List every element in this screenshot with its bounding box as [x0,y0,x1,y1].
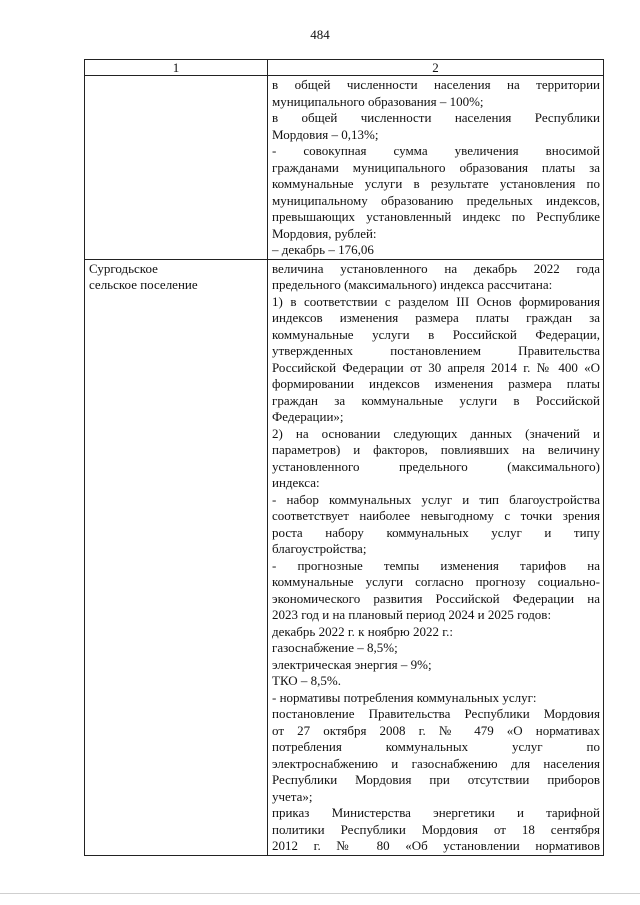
text-line: формировании индексов изменения размера платы [272,376,600,391]
text-line: постановление Правительства Республики Мордовия [272,706,600,721]
text-line: потребления коммунальных услуг по [272,739,600,754]
table-header-row [85,60,604,76]
text-line: - набор коммунальных услуг и тип благоустройства [272,491,600,507]
text-line: благоустройства; [272,541,367,556]
row1-municipality-cell [85,76,268,260]
text-line: в общей численности населения на территории [272,77,600,92]
text-line: 2023 год и на плановый период 2024 и 2025 годов: [272,607,552,622]
text-line: 2) на основании следующих данных (значений и [272,425,600,441]
table-row [85,76,604,260]
text-line: Мордовия – 0,13%; [272,126,379,142]
text-line: гражданами муниципального образования платы за [272,159,600,175]
text-line: от 27 октября 2008 г. № 479 «О нормативах [272,722,600,738]
text-line: газоснабжение – 8,5%; [272,640,398,655]
text-line: - прогнозные темпы изменения тарифов на [272,557,600,573]
text-line: - нормативы потребления коммунальных услуг: [272,689,537,705]
text-line: Российской Федерации от 30 апреля 2014 г. № 400 «О [272,359,600,375]
municipality-type: сельское поселение [89,277,198,292]
text-line: приказ Министерства энергетики и тарифной [272,805,600,820]
row1-description-cell [268,76,604,260]
text-line: параметров) и факторов, повлиявших на величину [272,442,600,457]
text-line: коммунальные услуги в результате установления по [272,176,600,191]
text-line: роста набору коммунальных услуг и типу [272,524,600,540]
row2-municipality-cell [85,259,268,855]
row1-text [272,77,600,259]
page-number: 484 [310,27,330,42]
text-line: ТКО – 8,5%. [272,673,342,688]
text-line: превышающих установленный индекс по Республике [272,209,600,224]
municipality-name: Сургодьское [89,260,158,276]
text-line: электрическая энергия – 9%; [272,656,432,672]
text-line: коммунальные услуги в Российской Федерации, [272,326,600,342]
text-line: 1) в соответствии с разделом III Основ формирования [272,293,600,309]
text-line: декабрь 2022 г. к ноябрю 2022 г.: [272,623,453,639]
data-table [84,59,604,856]
text-line: муниципального образования – 100%; [272,93,484,109]
text-line: величина установленного на декабрь 2022 года [272,260,600,276]
text-line: индекса: [272,475,320,490]
column-header-1: 1 [85,60,268,76]
text-line: учета»; [272,788,313,804]
text-line: Мордовия, рублей: [272,225,377,241]
text-line: предельного (максимального) индекса рассчитана: [272,277,553,292]
text-line: индексов изменения размера платы граждан за [272,310,600,325]
text-line: 2012 г. № 80 «Об установлении нормативов [272,838,600,853]
page-bottom-divider [0,893,640,894]
row2-text [272,261,600,855]
table-row [85,259,604,855]
text-line: муниципальному образованию предельных индексов, [272,192,600,208]
text-line: Федерации»; [272,409,344,424]
column-header-2: 2 [268,60,604,76]
text-line: в общей численности населения Республики [272,110,600,125]
text-line: экономического развития Российской Федерации на [272,590,600,606]
text-line: – декабрь – 176,06 [272,242,374,257]
text-line: утвержденных постановлением Правительства [272,343,600,358]
text-line: электроснабжению и газоснабжению для населения [272,755,600,771]
text-line: Республики Мордовия при отсутствии приборов [272,772,600,787]
text-line: установленного предельного (максимального) [272,458,600,474]
text-line: коммунальные услуги согласно прогнозу социально- [272,574,600,589]
row2-description-cell [268,259,604,855]
text-line: политики Республики Мордовия от 18 сентября [272,821,600,837]
text-line: граждан за коммунальные услуги в Российской [272,392,600,408]
text-line: - совокупная сумма увеличения вносимой [272,143,600,158]
text-line: соответствует наиболее невыгодному с точки зрения [272,508,600,523]
